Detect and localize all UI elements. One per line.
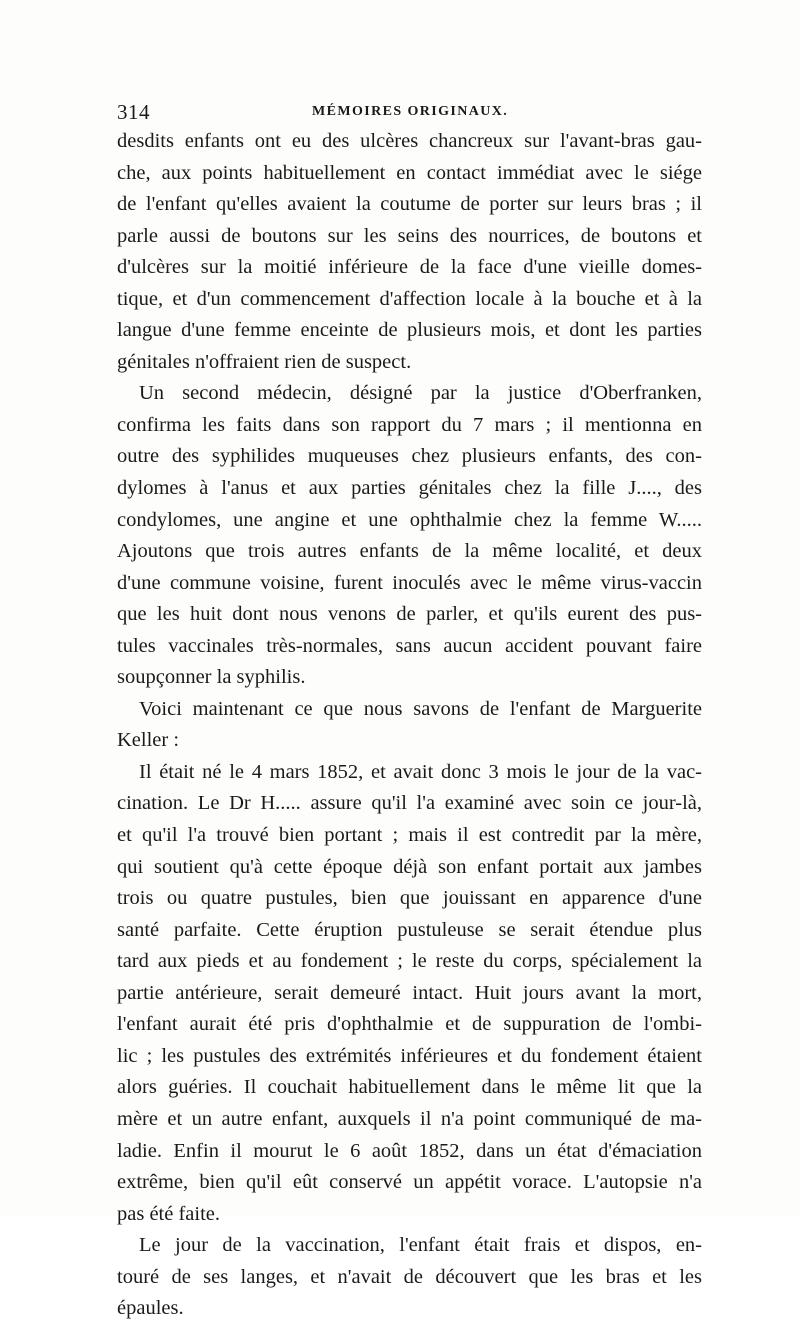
body-text	[117, 126, 702, 1325]
text-line: pas été faite.	[117, 1202, 221, 1225]
running-head	[117, 100, 702, 124]
text-line: langue d'une femme enceinte de plusieurs mois, et dont les parties	[117, 319, 702, 342]
text-line: parle aussi de boutons sur les seins des nourrices, de boutons et	[117, 224, 702, 247]
text-line: partie antérieure, serait demeuré intact. Huit jours avant la mort,	[117, 981, 702, 1004]
text-line: touré de ses langes, et n'avait de découvert que les bras et les	[117, 1265, 702, 1288]
text-line: Voici maintenant ce que nous savons de l'enfant de Marguerite	[139, 697, 702, 720]
text-line: d'ulcères sur la moitié inférieure de la face d'une vieille domes-	[117, 256, 702, 279]
text-line: Le jour de la vaccination, l'enfant était frais et dispos, en-	[139, 1234, 702, 1257]
text-line: et qu'il l'a trouvé bien portant ; mais il est contredit par la mère,	[117, 824, 702, 847]
text-line: Keller :	[117, 729, 180, 752]
text-line: génitales n'offraient rien de suspect.	[117, 350, 412, 373]
text-line: tique, et d'un commencement d'affection locale à la bouche et à la	[117, 287, 702, 310]
text-line: tard aux pieds et au fondement ; le reste du corps, spécialement la	[117, 950, 702, 973]
text-line: lic ; les pustules des extrémités inférieures et du fondement étaient	[117, 1044, 702, 1067]
text-line: Il était né le 4 mars 1852, et avait donc 3 mois le jour de la vac-	[139, 760, 702, 783]
text-line: condylomes, une angine et une ophthalmie chez la femme W.....	[117, 508, 702, 531]
text-line: outre des syphilides muqueuses chez plusieurs enfants, des con-	[117, 445, 702, 468]
text-line: Ajoutons que trois autres enfants de la même localité, et deux	[117, 540, 702, 563]
text-line: que les huit dont nous venons de parler, et qu'ils eurent des pus-	[117, 603, 702, 626]
text-line: épaules.	[117, 1297, 184, 1320]
text-line: cination. Le Dr H..... assure qu'il l'a examiné avec soin ce jour-là,	[117, 792, 702, 815]
text-line: d'une commune voisine, furent inoculés avec le même virus-vaccin	[117, 571, 702, 594]
page-number: 314	[117, 100, 150, 124]
text-line: trois ou quatre pustules, bien que jouissant en apparence d'une	[117, 887, 702, 910]
text-line: santé parfaite. Cette éruption pustuleuse se serait étendue plus	[117, 918, 702, 941]
text-line: de l'enfant qu'elles avaient la coutume de porter sur leurs bras ; il	[117, 193, 702, 216]
text-line: extrême, bien qu'il eût conservé un appétit vorace. L'autopsie n'a	[117, 1171, 702, 1194]
text-line: dylomes à l'anus et aux parties génitales chez la fille J...., des	[117, 477, 702, 500]
text-line: mère et un autre enfant, auxquels il n'a point communiqué de ma-	[117, 1107, 702, 1130]
text-line: confirma les faits dans son rapport du 7 mars ; il mentionna en	[117, 413, 702, 436]
text-line: l'enfant aurait été pris d'ophthalmie et de suppuration de l'ombi-	[117, 1013, 702, 1036]
text-line: tules vaccinales très-normales, sans aucun accident pouvant faire	[117, 634, 702, 657]
text-line: Un second médecin, désigné par la justice d'Oberfranken,	[139, 382, 702, 405]
text-line: qui soutient qu'à cette époque déjà son enfant portait aux jambes	[117, 855, 702, 878]
text-line: che, aux points habituellement en contact immédiat avec le siége	[117, 161, 702, 184]
text-line: ladie. Enfin il mourut le 6 août 1852, dans un état d'émaciation	[117, 1139, 702, 1162]
text-line: soupçonner la syphilis.	[117, 666, 306, 689]
text-line: alors guéries. Il couchait habituellement dans le même lit que la	[117, 1076, 702, 1099]
text-line: desdits enfants ont eu des ulcères chancreux sur l'avant-bras gau-	[117, 130, 702, 152]
running-title: MÉMOIRES ORIGINAUX.	[312, 104, 509, 119]
